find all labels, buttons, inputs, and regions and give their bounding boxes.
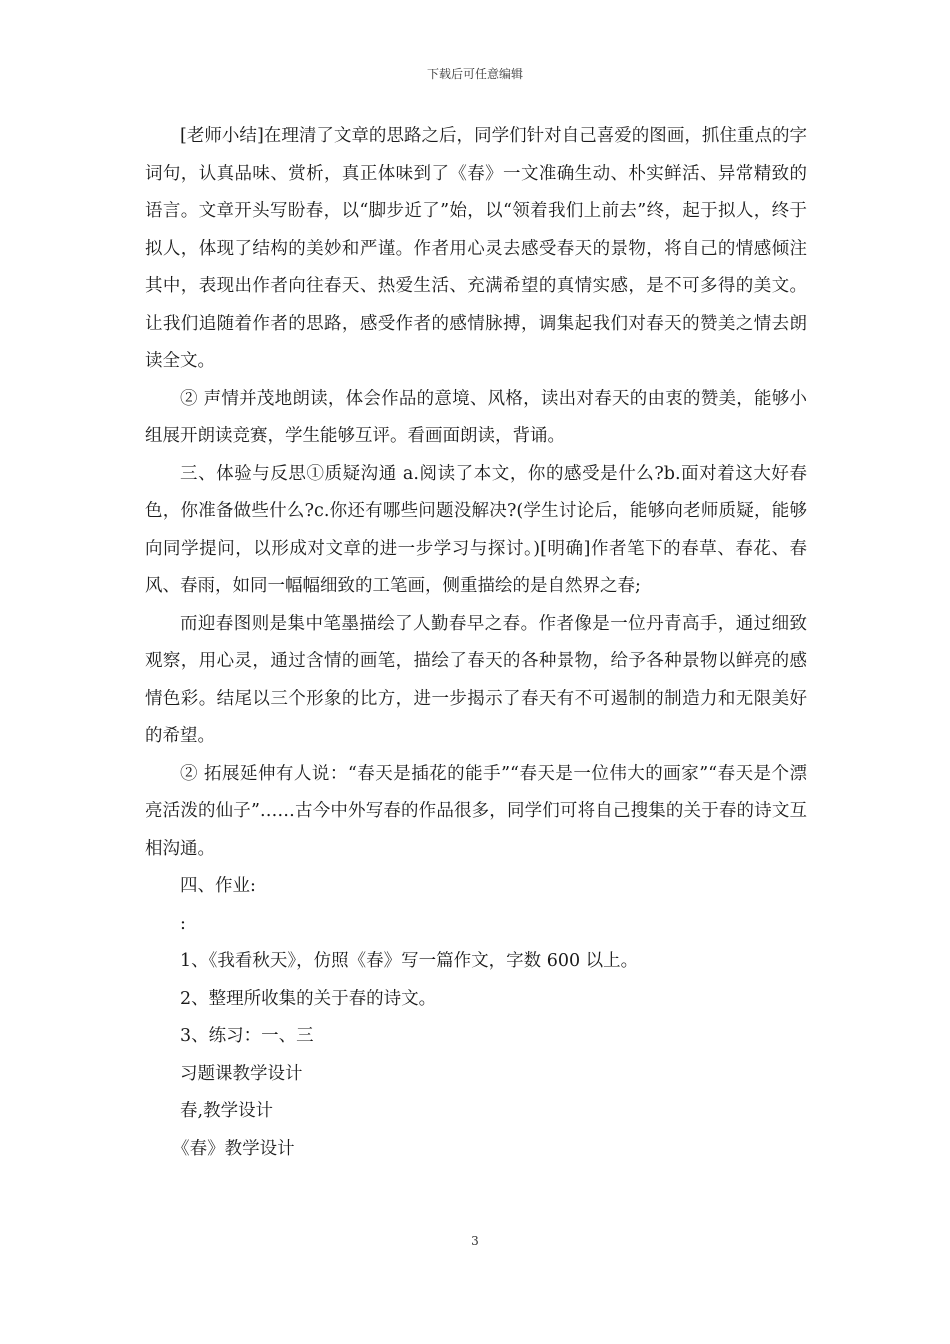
homework-item-1: 1、《我看秋天》，仿照《春》写一篇作文，字数 600 以上。 xyxy=(180,951,639,971)
homework-item-2: 2、整理所收集的关于春的诗文。 xyxy=(180,988,437,1009)
related-title-3: 《春》教学设计 xyxy=(172,1138,295,1159)
page-number: 3 xyxy=(471,1234,479,1248)
related-title-1: 习题课教学设计 xyxy=(180,1063,303,1084)
document-body xyxy=(145,118,807,1168)
related-title-2: 春,教学设计 xyxy=(180,1101,274,1121)
heading-homework: 四、作业: xyxy=(180,876,256,896)
paragraph-reading-aloud: ② 声情并茂地朗读，体会作品的意境、风格，读出对春天的由衷的赞美，能够小组展开朗读竞赛，学生能够互评。看画面朗读，背诵。 xyxy=(145,388,807,446)
page-header: 下载后可任意编辑 xyxy=(426,67,523,81)
paragraph-teacher-summary: [老师小结]在理清了文章的思路之后，同学们针对自己喜爱的图画，抓住重点的字词句，认真品味、赏析，真正体味到了《春》一文准确生动、朴实鲜活、异常精致的语言。文章开头写盼春，以“脚步近了”始，以“领着我们上前去”终，起于拟人，终于拟人，体现了结构的美妙和严谨。作者用心灵去感受春天的景物，将自己的情感倾注其中，表现出作者向往春天、热爱生活、充满希望的真情实感，是不可多得的美文。让我们追随着作者的思路，感受作者的感情脉搏，调集起我们对春天的赞美之情去朗读全文。 xyxy=(145,126,807,371)
paragraph-extension: ② 拓展延伸有人说：“春天是插花的能手”“春天是一位伟大的画家”“春天是个漂亮活泼的仙子”……古今中外写春的作品很多，同学们可将自己搜集的关于春的诗文互相沟通。 xyxy=(145,763,807,859)
homework-item-3: 3、练习：一、三 xyxy=(180,1026,314,1046)
paragraph-spring-picture: 而迎春图则是集中笔墨描绘了人勤春早之春。作者像是一位丹青高手，通过细致观察，用心灵，通过含情的画笔，描绘了春天的各种景物，给予各种景物以鲜亮的感情色彩。结尾以三个形象的比方，进一步揭示了春天有不可遏制的制造力和无限美好的希望。 xyxy=(145,613,807,746)
paragraph-experience-reflection: 三、体验与反思①质疑沟通 a.阅读了本文，你的感受是什么?b.面对着这大好春色，你准备做些什么?c.你还有哪些问题没解决?(学生讨论后，能够向老师质疑，能够向同学提问，以形成对文章的进一步学习与探讨。)[明确]作者笔下的春草、春花、春风、春雨，如同一幅幅细致的工笔画，侧重描绘的是自然界之春; xyxy=(145,463,807,596)
homework-colon: : xyxy=(180,913,186,934)
